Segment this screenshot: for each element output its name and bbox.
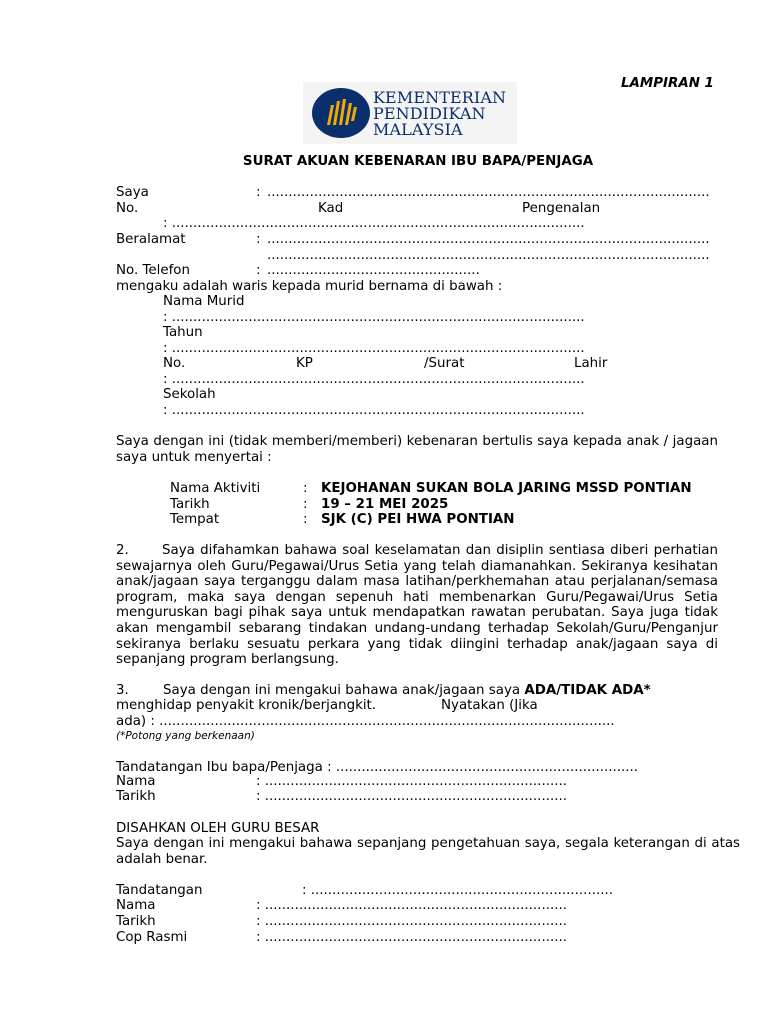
saya-field[interactable]: ........................................................................................................: [267, 185, 710, 200]
address-field-2[interactable]: ........................................................................................................: [267, 248, 710, 263]
aktiviti-label: Nama Aktiviti: [170, 481, 261, 496]
tarikh-value: 19 – 21 MEI 2025: [321, 497, 449, 512]
potong-note: (*Potong yang berkenaan): [116, 730, 255, 742]
gb-tarikh-field[interactable]: : .......................................................................: [256, 914, 567, 929]
tahun-field[interactable]: : .................................................................................................: [163, 341, 585, 356]
nyatakan-field[interactable]: ada) : ...........................................................................................................: [116, 714, 615, 729]
nyatakan-label: Nyatakan (Jika: [441, 698, 538, 713]
para3-line2: menghidap penyakit kronik/berjangkit.: [116, 698, 377, 713]
no-kad-label: No.: [116, 201, 139, 216]
gb-cop-label: Cop Rasmi: [116, 930, 188, 945]
aktiviti-value: KEJOHANAN SUKAN BOLA JARING MSSD PONTIAN: [321, 481, 692, 496]
para3-line1: Saya dengan ini mengakui bahawa anak/jagaan saya ADA/TIDAK ADA*: [163, 683, 651, 698]
document-title: SURAT AKUAN KEBENARAN IBU BAPA/PENJAGA: [242, 154, 594, 169]
no-kp-label: No.: [163, 356, 186, 371]
kpm-emblem-icon: [311, 87, 371, 139]
tempat-colon: :: [303, 512, 308, 527]
gb-tandatangan-field[interactable]: : .......................................................................: [302, 883, 613, 898]
tarikh-colon: :: [303, 497, 308, 512]
kpm-logo: [303, 82, 517, 144]
kp-field[interactable]: : .................................................................................................: [163, 372, 585, 387]
kad-label: Kad: [318, 201, 344, 216]
address-field-1[interactable]: ........................................................................................................: [267, 232, 710, 247]
gb-nama-field[interactable]: : .......................................................................: [256, 898, 567, 913]
tarikh-label: Tarikh: [170, 497, 210, 512]
parent-signature-field[interactable]: Tandatangan Ibu bapa/Penjaga : .......................................................................: [116, 760, 639, 775]
parent-tarikh-field[interactable]: : .......................................................................: [256, 789, 567, 804]
aktiviti-colon: :: [303, 481, 308, 496]
parent-nama-label: Nama: [116, 774, 156, 789]
tempat-label: Tempat: [170, 512, 220, 527]
ic-field[interactable]: : .................................................................................................: [163, 216, 585, 231]
mengaku-text: mengaku adalah waris kepada murid bernama di bawah :: [116, 279, 503, 294]
guru-besar-text: Saya dengan ini mengakui bahawa sepanjang pengetahuan saya, segala keterangan di atas adalah benar.: [116, 836, 740, 867]
parent-nama-field[interactable]: : .......................................................................: [256, 774, 567, 789]
para3-number: 3.: [116, 683, 129, 698]
telefon-label: No. Telefon: [116, 263, 190, 278]
saya-colon: :: [256, 185, 261, 200]
gb-nama-label: Nama: [116, 898, 156, 913]
surat-label: /Surat: [424, 356, 465, 371]
pengenalan-label: Pengenalan: [522, 201, 601, 216]
beralamat-label: Beralamat: [116, 232, 186, 247]
beralamat-colon: :: [256, 232, 261, 247]
kp-label: KP: [296, 356, 313, 371]
gb-cop-field[interactable]: : .......................................................................: [256, 930, 567, 945]
sekolah-label: Sekolah: [163, 387, 216, 402]
para2-text: Saya difahamkan bahawa soal keselamatan dan disiplin sentiasa diberi perhatian sewajarnya oleh Guru/Pegawai/Urus Setia yang telah diamanahkan. Sekiranya kesihatan anak/jagaan saya terganggu dalam masa latihan/perkhemahan atau perjalanan/semasa program, maka saya dengan sepenuh hati membenarkan Guru/Pegawai/Urus Setia menguruskan bagi pihak saya untuk mendapatkan rawatan perubatan. Saya juga tidak akan mengambil sebarang tindakan undang-undang terhadap Sekolah/Guru/Penganjur sekiranya berlaku sesuatu perkara yang tidak diingini terhadap anak/jagaan saya di sepanjang program berlangsung.: [116, 543, 718, 668]
guru-besar-title: DISAHKAN OLEH GURU BESAR: [116, 821, 320, 836]
telefon-field[interactable]: ..................................................: [267, 263, 480, 278]
lahir-label: Lahir: [574, 356, 608, 371]
ada-tidak-ada-option[interactable]: ADA/TIDAK ADA*: [524, 683, 651, 698]
lampiran-label: LAMPIRAN 1: [621, 76, 714, 91]
para2-number: 2.: [116, 543, 129, 558]
nama-murid-field[interactable]: : .................................................................................................: [163, 310, 585, 325]
telefon-colon: :: [256, 263, 261, 278]
tempat-value: SJK (C) PEI HWA PONTIAN: [321, 512, 515, 527]
consent-intro: Saya dengan ini (tidak memberi/memberi) kebenaran bertulis saya kepada anak / jagaan saya untuk menyertai :: [116, 434, 718, 465]
gb-tarikh-label: Tarikh: [116, 914, 156, 929]
tahun-label: Tahun: [163, 325, 203, 340]
saya-label: Saya: [116, 185, 149, 200]
gb-tandatangan-label: Tandatangan: [116, 883, 203, 898]
nama-murid-label: Nama Murid: [163, 294, 245, 309]
parent-tarikh-label: Tarikh: [116, 789, 156, 804]
sekolah-field[interactable]: : .................................................................................................: [163, 403, 585, 418]
logo-wordmark: KEMENTERIAN PENDIDIKAN MALAYSIA: [373, 88, 507, 139]
